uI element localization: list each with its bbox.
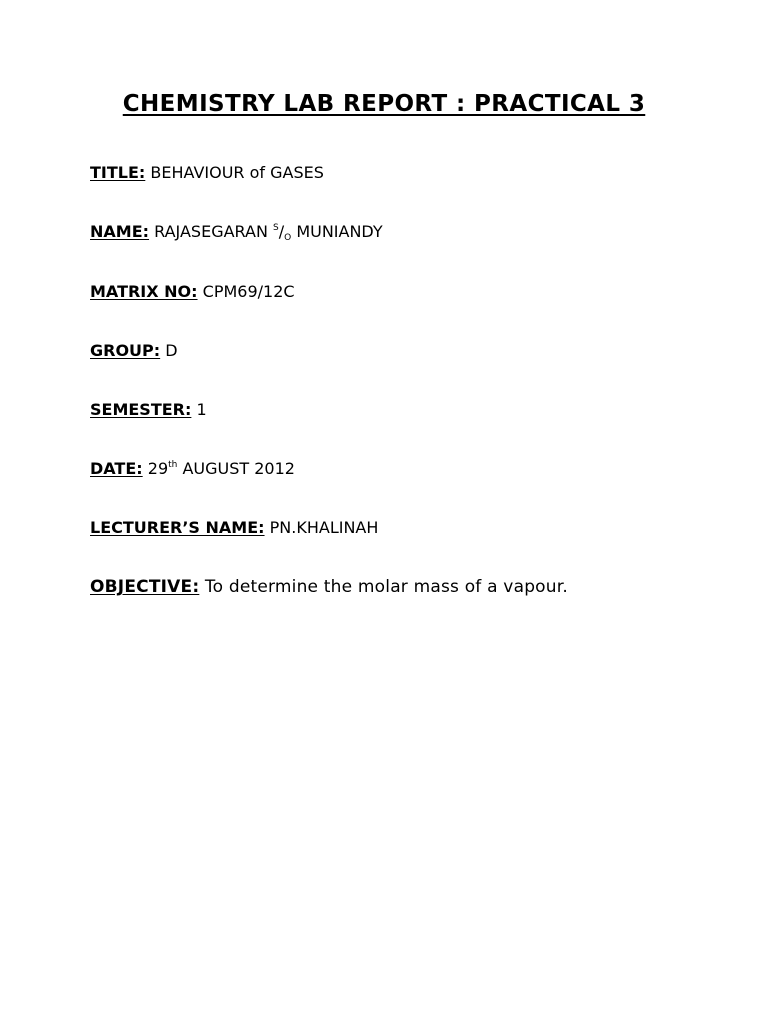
semester-label: SEMESTER:: [90, 400, 192, 419]
semester-field: [90, 399, 207, 421]
name-value-first: RAJASEGARAN: [154, 222, 268, 241]
name-subscript: O: [284, 233, 292, 243]
matrix-no-value: CPM69/12C: [202, 282, 295, 301]
lecturer-label: LECTURER’S NAME:: [90, 518, 265, 537]
matrix-no-field: [90, 281, 295, 303]
date-label: DATE:: [90, 459, 143, 478]
title-field: [90, 162, 324, 184]
semester-value: 1: [196, 400, 207, 419]
name-label: NAME:: [90, 222, 150, 241]
lecturer-field: [90, 517, 378, 539]
lecturer-value: PN.KHALINAH: [269, 518, 379, 537]
name-field: [90, 221, 383, 243]
title-value: BEHAVIOUR of GASES: [150, 163, 324, 182]
group-label: GROUP:: [90, 341, 161, 360]
date-rest: AUGUST 2012: [182, 459, 295, 478]
group-field: [90, 340, 178, 362]
name-value-last: MUNIANDY: [296, 222, 383, 241]
document-title: CHEMISTRY LAB REPORT : PRACTICAL 3: [122, 91, 646, 117]
name-superscript: S: [273, 223, 279, 233]
date-field: [90, 458, 295, 480]
objective-value: To determine the molar mass of a vapour.: [204, 577, 568, 597]
title-label: TITLE:: [90, 163, 146, 182]
group-value: D: [165, 341, 178, 360]
objective-label: OBJECTIVE:: [90, 577, 200, 597]
matrix-no-label: MATRIX NO:: [90, 282, 198, 301]
objective-field: [90, 576, 568, 598]
name-slash: /: [278, 222, 285, 241]
date-day-suffix: th: [168, 460, 178, 470]
date-day: 29: [147, 459, 169, 478]
